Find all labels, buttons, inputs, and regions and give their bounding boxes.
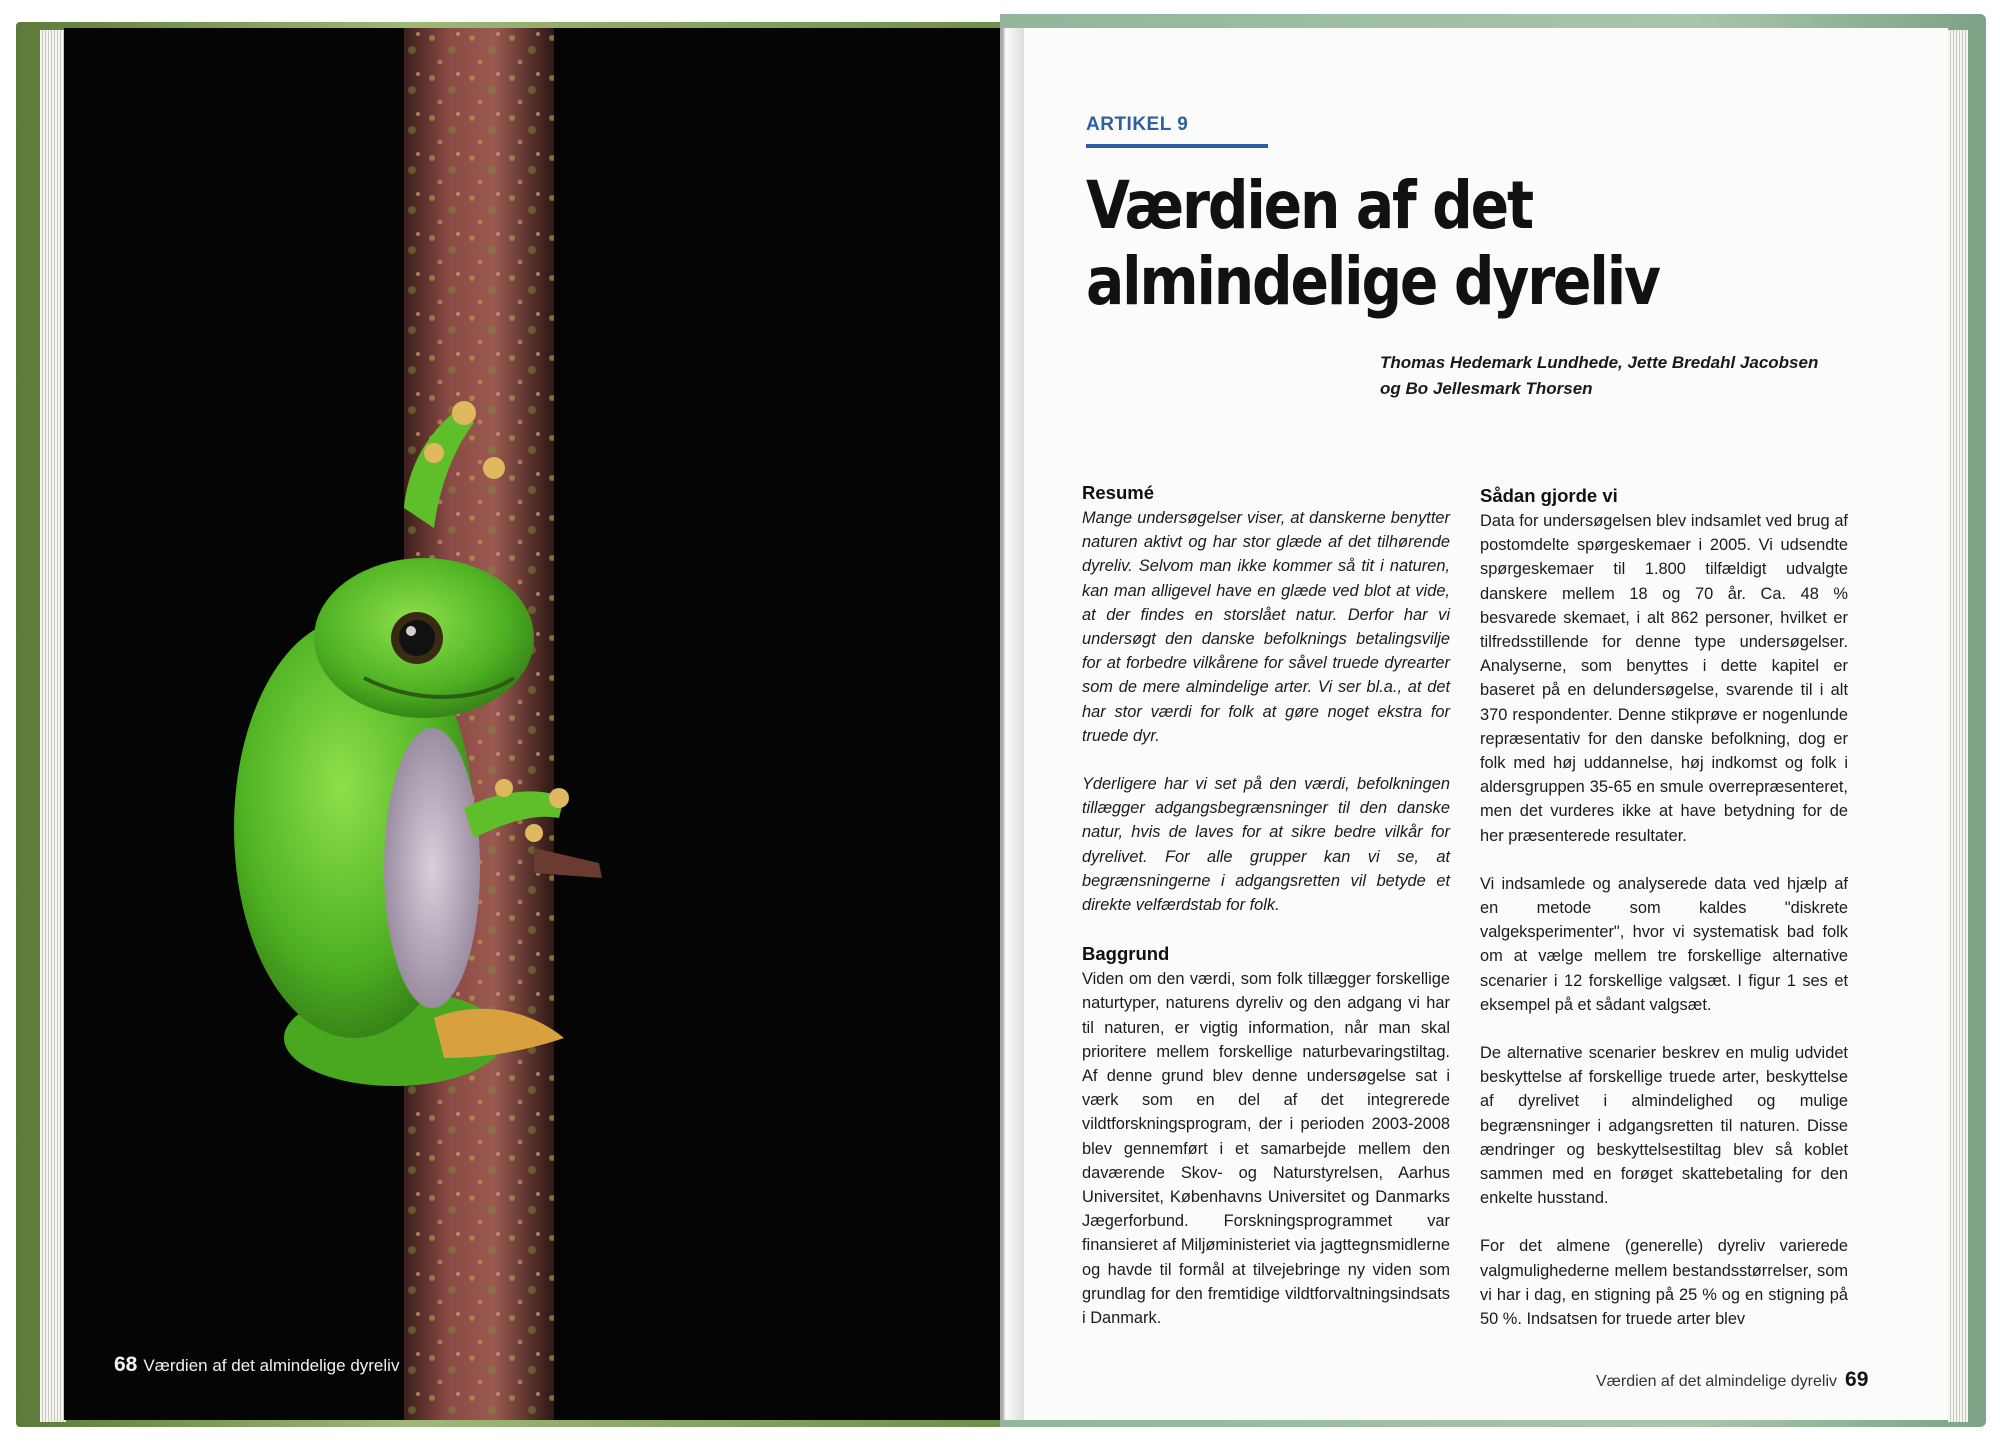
left-page-footer: [114, 1353, 399, 1377]
right-page-article: [1000, 28, 1948, 1420]
baggrund-paragraph: Viden om den værdi, som folk tillægger forskellige naturtyper, naturens dyreliv og den adgang vi har til naturen, er vigtig information, når man skal prioritere mellem forskellige naturbevaringstiltag. Af denne grund blev denne undersøgelse sat i værk som en del af det integrerede vildtforskningsprogram, der i perioden 2003-2008 blev gennemført i et samarbejde mellem den daværende Skov- og Naturstyrelsen, Aarhus Universitet, Københavns Universitet og Danmarks Jægerforbund. Forskningsprogrammet var finansieret af Miljøministeriet via jagttegnsmidlerne og havde til formål at tilvejebringe ny viden som grundlag for den fremtidige vildtforvaltningsindsats i Danmark.: [1082, 970, 1450, 1328]
heading-resume: Resumé: [1082, 482, 1154, 503]
article-title: [1086, 168, 1688, 320]
heading-sadan-gjorde-vi: Sådan gjorde vi: [1480, 485, 1618, 506]
text-column-left: [1082, 480, 1450, 1354]
method-paragraph-3: De alternative scenarier beskrev en mulig udvidet beskyttelse af forskellige truede arter, beskyttelse af dyrelivet i almindelighed og mulige begrænsninger i adgangsretten til naturen. Disse ændringer og beskyttelsestiltag blev så koblet sammen med en forøget skattebetaling for den enkelte husstand.: [1480, 1044, 1848, 1208]
authors: [1380, 350, 1850, 402]
text-column-right: [1480, 483, 1848, 1355]
authors-line-1: Thomas Hedemark Lundhede, Jette Bredahl Jacobsen: [1380, 353, 1819, 372]
left-page-photo: [64, 28, 1000, 1420]
authors-line-2: og Bo Jellesmark Thorsen: [1380, 379, 1593, 398]
running-title-left: Værdien af det almindelige dyreliv: [143, 1356, 400, 1375]
page-number-right: 69: [1845, 1368, 1869, 1391]
tree-frog-photo: [64, 28, 1000, 1420]
title-line-1: Værdien af det: [1086, 167, 1532, 244]
method-paragraph-2: Vi indsamlede og analyserede data ved hjælp af en metode som kaldes "diskrete valgeksperimenter", hvor vi systematisk bad folk om at vælge mellem tre forskellige alternative scenarier i 12 forskellige valgsæt. I figur 1 ses et eksempel på et sådant valgsæt.: [1480, 874, 1848, 1014]
page-edges-left: [40, 30, 66, 1422]
method-paragraph-1: Data for undersøgelsen blev indsamlet ved brug af postomdelte spørgeskemaer i 2005. Vi udsendte spørgeskemaer til 1.800 tilfældigt udvalgte danskere mellem 18 og 70 år. Ca. 48 % besvarede skemaet, i alt 862 personer, hvilket er tilfredsstillende for denne type undersøgelser. Analyserne, som benyttes i dette kapitel er baseret på en delundersøgelse, svarende til i alt 370 respondenter. Denne stikprøve er nogenlunde repræsentativ for den danske befolkning, dog er folk med høj uddannelse, høj indkomst og folk i aldersgruppen 35-65 en smule overrepræsenteret, men det vurderes ikke at have betydning for de her præsenterede resultater.: [1480, 512, 1848, 845]
page-edges-right: [1948, 30, 1968, 1422]
method-paragraph-4: For det almene (generelle) dyreliv varierede valgmulighederne mellem bestandsstørrelser, som vi har i dag, en stigning på 25 % og en stigning på 50 %. Indsatsen for truede arter blev: [1480, 1237, 1848, 1329]
article-label-rule: [1086, 144, 1268, 148]
running-title-right: Værdien af det almindelige dyreliv: [1596, 1373, 1838, 1390]
resume-paragraph-2: Yderligere har vi set på den værdi, befolkningen tillægger adgangsbegrænsninger til den danske natur, hvis de laves for at sikre bedre vilkår for dyrelivet. For alle grupper kan vi se, at begrænsningerne i adgangsretten vil betyde et direkte velfærdstab for folk.: [1082, 775, 1450, 915]
heading-baggrund: Baggrund: [1082, 943, 1170, 965]
article-label: ARTIKEL 9: [1086, 114, 1189, 135]
resume-paragraph-1: Mange undersøgelser viser, at danskerne benytter naturen aktivt og har stor glæde af det tilhørende dyreliv. Selvom man ikke kommer så tit i naturen, kan man alligevel have en glæde ved blot at vide, at der findes en storslået natur. Derfor har vi undersøgt den danske befolknings betalingsvilje for at forbedre vilkårene for såvel truede dyrearter som de mere almindelige arter. Vi ser bl.a., at det har stor værdi for folk at gøre noget ekstra for truede dyr.: [1082, 509, 1450, 745]
page-number-left: 68: [114, 1353, 138, 1376]
right-page-footer: [1596, 1368, 1868, 1392]
title-line-2: almindelige dyreliv: [1086, 243, 1659, 320]
